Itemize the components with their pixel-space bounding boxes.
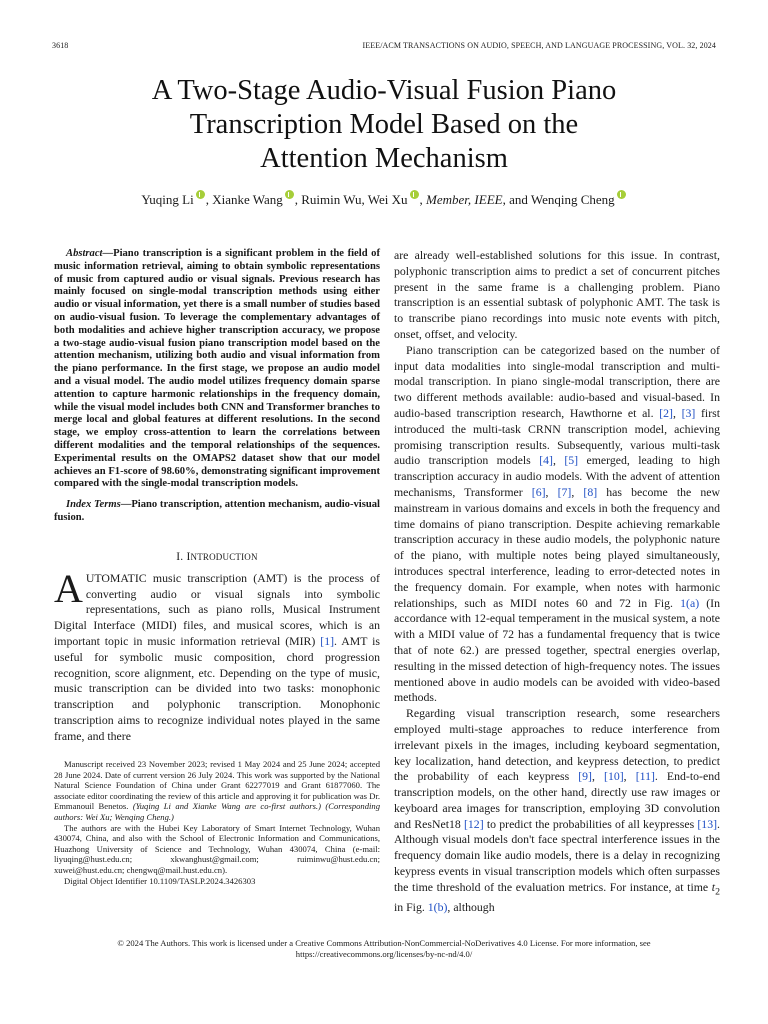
- footnote: [54, 759, 380, 886]
- author-list: Yuqing Li , Xianke Wang , Ruimin Wu, Wei Xu , Member, IEEE, and Wenqing Cheng: [40, 190, 728, 208]
- paper-title: [60, 74, 708, 176]
- title-line: Attention Mechanism: [260, 143, 508, 174]
- citation-link[interactable]: [13]: [697, 816, 718, 831]
- paragraph-text: to predict the probabilities of all keypresses: [483, 816, 698, 831]
- footnote-text: Manuscript received 23 November 2023; revised 1 May 2024 and 25 June 2024; accepted 28 June 2024. Date of current version 26 July 2024. This work was supported by the National Natural Science Foundation of China under Grant 62277019 and Grant 61877060. The associate editor coordinating the review of this article and approving it for publication was Dr. Emmanouil Benetos.: [54, 759, 380, 812]
- figure-link[interactable]: 1(b): [427, 900, 448, 915]
- index-terms-label: Index Terms: [66, 499, 121, 511]
- citation-link[interactable]: [10]: [604, 769, 624, 784]
- orcid-icon[interactable]: [410, 190, 419, 199]
- figure-link[interactable]: 1(a): [680, 595, 700, 610]
- footnote-manuscript: [54, 759, 380, 823]
- left-column: [54, 248, 380, 745]
- citation-link[interactable]: [12]: [463, 816, 484, 831]
- footnote-doi: Digital Object Identifier 10.1109/TASLP.2024.3426303: [64, 875, 256, 886]
- page-number: 3618: [52, 41, 69, 50]
- license-url[interactable]: https://creativecommons.org/licenses/by-nc-nd/4.0/: [295, 949, 473, 959]
- paragraph-text: . Although visual models don't face spectral interference issues in the frequency domain like audio models, there is a delay in recognizing keypress events in visual transcription models which often surpasses the time threshold of the evaluation metrics. For instance, at time: [394, 816, 720, 894]
- citation-link[interactable]: [5]: [564, 453, 579, 468]
- author-name: Xianke Wang: [212, 192, 283, 207]
- citation-link[interactable]: [6]: [531, 484, 546, 499]
- paragraph-text: Piano transcription can be categorized based on the number of input data modalities into single-modal transcription and multi-modal transcription. In piano single-modal transcription, there are two different methods available: audio-based and visual-based. In audio-based transcription research, Hawthorne et al.: [394, 342, 720, 420]
- abstract: [54, 248, 380, 491]
- paragraph-text: has become the new mainstream in various domains and excels in both the frequency and time domains of piano transcription. Despite achieving remarkable transcription accuracy in these audio models, the polyphonic nature of the piano, with multiple notes being played simultaneously, introduces spectral interference, leading to error-detected notes in the frequency domain. For example, when notes with harmonic relationships, such as MIDI notes 60 and 72 in Fig.: [394, 484, 720, 610]
- abstract-text: —Piano transcription is a significant problem in the field of music information retrieval, aiming to obtain symbolic representations of music from captured audio or visual signals. Previous research has mainly focused on single-modal transcription methods using either audio or visual information, yet there is a small number of studies based on audio-visual fusion. To leverage the complementary advantages of both modalities and achieve higher transcription accuracy, we propose a two-stage audio-visual fusion piano transcription model based on the attention mechanism, utilizing both audio and visual information from the piano performance. In the first stage, we propose an audio model and a visual model. The audio model utilizes frequency domain sparse attention to capture harmonic relationships in the frequency domain, while the visual model includes both CNN and Transformer branches to merge local and global features at different resolutions. In the second stage, we employ cross-attention to learn the correlations between different modalities and the temporal relationships of the sequences. Experimental results on the OMAPS2 dataset show that our model achieves an F1-score of 98.60%, demonstrating significant improvement compared with the single-modal transcription models.: [54, 248, 380, 490]
- section-heading: [54, 551, 380, 563]
- author-membership: Member, IEEE: [426, 192, 503, 207]
- author-name: Ruimin Wu, Wei Xu: [301, 192, 408, 207]
- body-paragraph: Piano transcription can be categorized based on the number of input data modalities into single-modal transcription and multi-modal transcription. In piano single-modal transcription, there are two different methods available: audio-based and visual-based. In audio-based transcription research, Hawthorne et al. [2], [3] first introduced the multi-task CRNN transcription model, achieving promising transcription results. Subsequently, various multi-task audio transcription models [4], [5] emerged, leading to high transcription accuracy in audio models. With the advent of attention mechanisms, Transformer [6], [7], [8] has become the new mainstream in various domains and excels in both the frequency and time domains of piano transcription. Despite achieving remarkable transcription accuracy in these audio models, the polyphonic nature of the piano, with multiple notes being played simultaneously, introduces spectral interference, leading to error-detected notes in the frequency domain. For example, when notes with harmonic relationships, such as MIDI notes 60 and 72 in Fig. 1(a) (In accordance with 12-equal temperament in the musical system, a note with a MIDI value of 72 has a fundamental frequency that is twice that of note 62.) are pressed together, spectral energies overlap, resulting in the missed detection of high-frequency notes. The issues mentioned above in audio models can be avoided with video-based methods.: [394, 342, 720, 705]
- index-terms-text: —Piano transcription, attention mechanism, audio-visual fusion.: [54, 499, 380, 523]
- running-header: [52, 41, 716, 55]
- paragraph-text: . End-to-end transcription models, on the other hand, directly use raw images or keyboard area images for transcription, employing 3D convolution and ResNet18: [394, 769, 720, 831]
- section-numeral: I.: [176, 550, 184, 563]
- citation-link[interactable]: [2]: [659, 405, 673, 420]
- index-terms: [54, 499, 380, 525]
- citation-link[interactable]: [4]: [539, 453, 553, 468]
- author-name: Yuqing Li: [141, 192, 194, 207]
- section-title-cap: I: [186, 550, 191, 563]
- orcid-icon[interactable]: [285, 190, 294, 199]
- paragraph-text: (In accordance with 12-equal temperament in the musical system, a note with a MIDI value of 72 has a fundamental frequency that is twice that of note 62.) are pressed together, spectral energies overlap, resulting in the missed detection of high-frequency notes. The issues mentioned above in audio models can be avoided with video-based methods.: [394, 595, 720, 705]
- title-line: Transcription Model Based on the: [189, 109, 579, 140]
- author-name: , and Wenqing Cheng: [502, 192, 615, 207]
- orcid-icon[interactable]: [196, 190, 205, 199]
- paragraph-text: Regarding visual transcription research, some researchers employed multi-stage approaches to reduce interference from irrelevant pixels in the images, including keyboard segmentation, key localization, hand detection, and keypress detection, to predict the probability of each keypress: [394, 706, 720, 784]
- title-line: A Two-Stage Audio-Visual Fusion Piano: [151, 75, 617, 106]
- citation-link[interactable]: [11]: [635, 769, 655, 784]
- math-subscript: 2: [715, 886, 720, 898]
- paragraph-text: . AMT is useful for symbolic music composition, chord progression recognition, score alignment, etc. Depending on the type of music, music transcription can be divided into two tasks: monophonic transcription and polyphonic transcription. Monophonic transcription aims to recognize individual notes played in the same frame, and there: [54, 633, 381, 743]
- section-title-rest: NTRODUCTION: [190, 551, 258, 562]
- paragraph-text: , although: [447, 900, 495, 915]
- paragraph-text: UTOMATIC music transcription (AMT) is the process of converting audio or visual signals into symbolic representations, such as piano rolls, Musical Instrument Digital Interface (MIDI) files, and musical scores, which is an important topic in music information retrieval (MIR): [54, 570, 380, 648]
- journal-name: IEEE/ACM TRANSACTIONS ON AUDIO, SPEECH, AND LANGUAGE PROCESSING, VOL. 32, 2024: [362, 41, 716, 50]
- math-variable: t: [711, 879, 716, 894]
- paragraph-text: first introduced the multi-task CRNN transcription model, achieving promising transcription results. Subsequently, various multi-task audio transcription models: [394, 405, 720, 468]
- right-column: [394, 248, 720, 916]
- license-text: © 2024 The Authors. This work is licensed under a Creative Commons Attribution-NonCommercial-NoDerivatives 4.0 License. For more information, see: [117, 938, 651, 948]
- body-paragraph: are already well-established solutions for this issue. In contrast, polyphonic transcription aims to predict a set of concurrent pitches present in the same frame is a challenging problem. Piano transcription is an essential subtask of polyphonic AMT. The task is to transcribe piano recordings into music note events with pitch, onset, offset, and velocity.: [394, 248, 720, 341]
- footnote-italic: (Yuqing Li and Xianke Wang are co-first authors.) (Corresponding authors: Wei Xu; Wenqing Cheng.): [54, 801, 380, 822]
- orcid-icon[interactable]: [617, 190, 626, 199]
- citation-link[interactable]: [1]: [320, 633, 335, 648]
- paragraph-text: in Fig.: [394, 900, 428, 915]
- citation-link[interactable]: [9]: [578, 769, 592, 784]
- citation-link[interactable]: [7]: [557, 484, 572, 499]
- body-paragraph: Regarding visual transcription research, some researchers employed multi-stage approaches to reduce interference from irrelevant pixels in the images, including keyboard segmentation, key localization, hand detection, and keypress detection, to predict the probability of each keypress [9], [10], [11]. End-to-end transcription models, on the other hand, directly use raw images or keyboard area images for transcription, employing 3D convolution and ResNet18 [12] to predict the probabilities of all keypresses [13]. Although visual models don't face spectral interference issues in the frequency domain like audio models, there is a delay in recognizing keypress events in visual transcription models which often surpasses the time threshold of the evaluation metrics. For instance, at time $t_2$ in Fig. 1(b), although: [394, 706, 720, 915]
- footnote-affiliation: The authors are with the Hubei Key Laboratory of Smart Internet Technology, Wuhan 430074, China, and also with the School of Electronic Information and Communications, Huazhong University of Science and Technology, Wuhan 430074, China (e-mail: liyuqing@hust.edu.cn; xkwanghust@gmail.com; ruiminwu@hust.edu.cn; xuwei@hust.edu.cn; chengwq@mail.hust.edu.cn).: [54, 822, 380, 875]
- license-notice: [40, 938, 728, 960]
- citation-link[interactable]: [8]: [583, 484, 598, 499]
- citation-link[interactable]: [3]: [681, 405, 696, 420]
- paragraph-text: emerged, leading to high transcription accuracy in audio models. With the advent of attention mechanisms, Transformer: [394, 453, 720, 499]
- abstract-label: Abstract: [66, 248, 103, 259]
- drop-cap: A: [54, 565, 83, 611]
- intro-paragraph: [54, 565, 381, 745]
